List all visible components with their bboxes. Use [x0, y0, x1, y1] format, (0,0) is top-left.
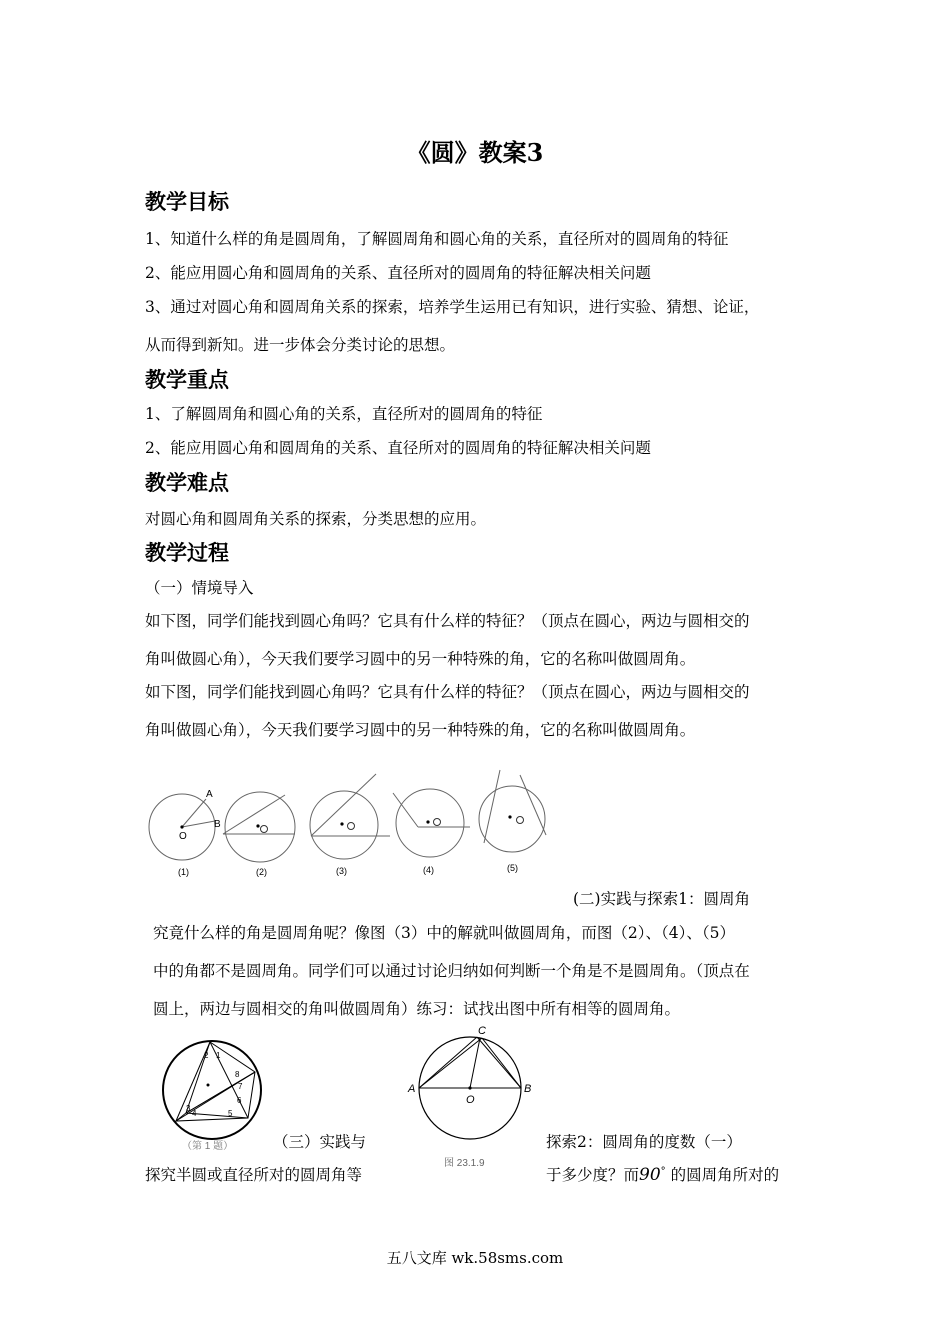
- angle-5: 5: [228, 1109, 233, 1118]
- document-title: 《圆》教案3: [406, 138, 544, 167]
- goal-item-3-cont: 从而得到新知。进一步体会分类讨论的思想。: [145, 336, 456, 354]
- caption-1: (1): [178, 867, 189, 877]
- para2-line1: 如下图，同学们能找到圆心角吗？它具有什么样的特征？（顶点在圆心，两边与圆相交的: [145, 683, 750, 701]
- circle-2: [225, 792, 295, 862]
- subheading-intro: （一）情境导入: [145, 579, 254, 597]
- para3-line1: 究竟什么样的角是圆周角呢？像图（3）中的解就叫做圆周角，而图（2）、（4）、（5）: [153, 924, 735, 942]
- diameter-caption: 图 23.1.9: [444, 1158, 485, 1169]
- heading-process: 教学过程: [145, 541, 229, 565]
- caption-3: (3): [336, 866, 347, 876]
- heading-key-points: 教学重点: [145, 368, 229, 392]
- caption-2: (2): [256, 867, 267, 877]
- label-B: B: [524, 1083, 532, 1095]
- ninety-value: 90: [639, 1165, 661, 1185]
- caption-5: (5): [507, 863, 518, 873]
- angle-1: 1: [216, 1051, 221, 1060]
- page-footer: 五八文库 wk.58sms.com: [386, 1249, 564, 1267]
- goal-item-3: 3、通过对圆心角和圆周角关系的探索，培养学生运用已有知识，进行实验、猜想、论证，: [145, 298, 760, 316]
- label-O: O: [466, 1094, 475, 1106]
- circles-figure: [140, 765, 560, 885]
- label-O: O: [179, 831, 187, 842]
- angle-2: 2: [204, 1051, 209, 1060]
- angle-4: 4: [192, 1109, 197, 1118]
- angle-6: 6: [237, 1096, 242, 1105]
- subheading-practice-3a: （三）实践与: [273, 1133, 367, 1151]
- para2-line2: 角叫做圆心角），今天我们要学习圆中的另一种特殊的角，它的名称叫做圆周角。: [145, 721, 696, 739]
- para1-line1: 如下图，同学们能找到圆心角吗？它具有什么样的特征？（顶点在圆心，两边与圆相交的: [145, 612, 750, 630]
- angle-3: 3: [186, 1104, 191, 1113]
- para1-line2: 角叫做圆心角），今天我们要学习圆中的另一种特殊的角，它的名称叫做圆周角。: [145, 650, 696, 668]
- exercise-caption: （第 1 题）: [182, 1141, 234, 1152]
- difficulty-item: 对圆心角和圆周角关系的探索，分类思想的应用。: [145, 510, 487, 528]
- caption-4: (4): [423, 865, 434, 875]
- para4-right: [546, 1163, 779, 1185]
- para3-line3: 圆上，两边与圆相交的角叫做圆周角）练习：试找出图中所有相等的圆周角。: [153, 1000, 681, 1018]
- diameter-figure: [402, 1025, 542, 1175]
- subheading-practice-3b: 探索2：圆周角的度数（一）: [546, 1133, 742, 1151]
- label-A: A: [206, 789, 213, 800]
- exercise-figure: [160, 1038, 270, 1153]
- label-C: C: [478, 1025, 486, 1037]
- label-A: A: [408, 1083, 416, 1095]
- heading-goals: 教学目标: [145, 190, 229, 214]
- para3-line2: 中的角都不是圆周角。同学们可以通过讨论归纳如何判断一个角是不是圆周角。（顶点在: [153, 962, 750, 980]
- para4-left: 探究半圆或直径所对的圆周角等: [145, 1166, 363, 1184]
- para4-right-a: 于多少度？而: [546, 1166, 640, 1184]
- goal-item-1: 1、知道什么样的角是圆周角，了解圆周角和圆心角的关系，直径所对的圆周角的特征: [145, 230, 729, 248]
- para4-right-b: 的圆周角所对的: [670, 1166, 780, 1184]
- label-B: B: [214, 819, 221, 830]
- angle-7: 7: [238, 1082, 243, 1091]
- heading-difficulties: 教学难点: [145, 471, 229, 495]
- degree-sign: °: [660, 1165, 666, 1177]
- circle-3: [310, 791, 378, 859]
- key-point-1: 1、了解圆周角和圆心角的关系，直径所对的圆周角的特征: [145, 405, 543, 423]
- subheading-inscribed-angle: (二)实践与探索1：圆周角: [573, 890, 750, 908]
- goal-item-2: 2、能应用圆心角和圆周角的关系、直径所对的圆周角的特征解决相关问题: [145, 264, 651, 282]
- key-point-2: 2、能应用圆心角和圆周角的关系、直径所对的圆周角的特征解决相关问题: [145, 439, 651, 457]
- circle-4: [396, 789, 464, 857]
- angle-8: 8: [235, 1070, 240, 1079]
